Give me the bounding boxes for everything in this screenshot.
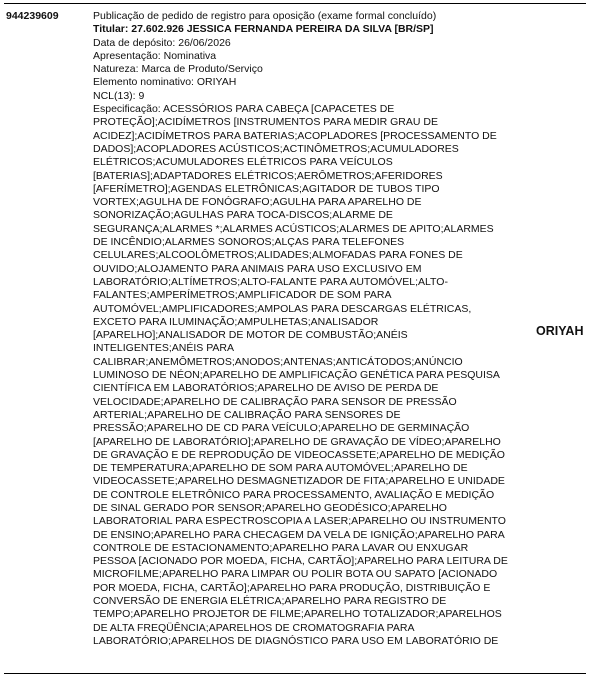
specification-line: [APARELHO DE LABORATÓRIO];APARELHO DE GRAVAÇÃO DE VÍDEO;APARELHO: [93, 435, 501, 448]
specification-line: CELULARES;ALCOOLÔMETROS;ALIDADES;ALMOFADAS PARA FONES DE: [93, 249, 463, 262]
deposit-date: Data de depósito: 26/06/2026: [93, 36, 231, 49]
specification-line: PRESSÃO;APARELHO DE CD PARA VEÍCULO;APARELHO DE GERMINAÇÃO: [93, 422, 470, 435]
specification-line: DE GRAVAÇÃO E DE REPRODUÇÃO DE VIDEOCASSETE;APARELHO DE MEDIÇÃO: [93, 448, 505, 461]
specification-line: DE INCÊNDIO;ALARMES SONOROS;ALÇAS PARA TELEFONES: [93, 236, 405, 249]
specification-line: LABORATÓRIO;ALTÍMETROS;ALTO-FALANTE PARA AUTOMÓVEL;ALTO-: [93, 275, 448, 288]
nature: Natureza: Marca de Produto/Serviço: [93, 63, 263, 76]
specification-line: VORTEX;AGULHA DE FONÓGRAFO;AGULHA PARA APARELHO DE: [93, 196, 422, 209]
specification-line: VIDEOCASSETE;APARELHO DESMAGNETIZADOR DE FITA;APARELHO E UNIDADE: [93, 475, 505, 488]
specification-line: TEMPO;APARELHO PROJETOR DE FILME;APARELHO TOTALIZADOR;APARELHOS: [93, 608, 502, 621]
specification-line: AUTOMÓVEL;AMPLIFICADORES;AMPOLAS PARA DESCARGAS ELÉTRICAS,: [93, 302, 472, 315]
specification-line: DE ENSINO;APARELHO PARA CHECAGEM DA VELA DE IGNIÇÃO;APARELHO PARA: [93, 528, 505, 541]
specification-line: CALIBRAR;ANEMÔMETROS;ANODOS;ANTENAS;ANTICÁTODOS;ANÚNCIO: [93, 355, 463, 368]
specification-line: CIENTÍFICA EM LABORATÓRIOS;APARELHO DE AVISO DE PERDA DE: [93, 382, 439, 395]
process-number: 944239609: [6, 10, 59, 22]
mark-name: ORIYAH: [536, 324, 584, 338]
presentation: Apresentação: Nominativa: [93, 49, 217, 62]
specification-line: ARTERIAL;APARELHO DE CALIBRAÇÃO PARA SENSORES DE: [93, 408, 401, 421]
specification-line: SONORIZAÇÃO;AGULHAS PARA TOCA-DISCOS;ALARME DE: [93, 209, 393, 222]
publication-type: Publicação de pedido de registro para oposição (exame formal concluído): [93, 10, 437, 22]
specification-line: DE CONTROLE ELETRÔNICO PARA PROCESSAMENTO, AVALIAÇÃO E MEDIÇÃO: [93, 488, 495, 501]
specification-line: ELÉTRICOS;ACUMULADORES ELÉTRICOS PARA VEÍCULOS: [93, 156, 393, 169]
specification-line: [BATERIAS];ADAPTADORES ELÉTRICOS;AERÔMETROS;AFERIDORES: [93, 169, 443, 182]
specification-line: LABORATORIAL PARA ESPECTROSCOPIA A LASER;APARELHO OU INSTRUMENTO: [93, 515, 506, 528]
specification-line: CONTROLE DE ESTACIONAMENTO;APARELHO PARA LAVAR OU ENXUGAR: [93, 541, 469, 554]
specification-line: DADOS];ACOPLADORES ACÚSTICOS;ACTINÔMETROS;ACUMULADORES: [93, 142, 459, 155]
specification-line: PESSOA [ACIONADO POR MOEDA, FICHA, CARTÃO];APARELHO PARA LEITURA DE: [93, 555, 508, 568]
specification: [93, 103, 508, 648]
specification-line: [AFERÍMETRO];AGENDAS ELETRÔNICAS;AGITADOR DE TUBOS TIPO: [93, 182, 440, 195]
specification-line: DE TEMPERATURA;APARELHO DE SOM PARA AUTOMÓVEL;APARELHO DE: [93, 462, 468, 475]
specification-line: EXCETO PARA ILUMINAÇÃO;AMPULHETAS;ANALISADOR: [93, 315, 379, 328]
specification-line: POR MOEDA, FICHA, CARTÃO];APARELHO PARA PRODUÇÃO, DISTRIBUIÇÃO E: [93, 581, 491, 594]
publication-body: [93, 10, 508, 648]
specification-line: INTELIGENTES;ANÉIS PARA: [93, 342, 235, 355]
specification-line: ACIDEZ];ACIDÍMETROS PARA BATERIAS;ACOPLADORES [PROCESSAMENTO DE: [93, 129, 497, 142]
specification-line: PROTEÇÃO];ACIDÍMETROS [INSTRUMENTOS PARA MEDIR GRAU DE: [93, 116, 438, 129]
top-rule: [4, 3, 586, 4]
specification-line: [APARELHO];ANALISADOR DE MOTOR DE COMBUSTÃO;ANÉIS: [93, 329, 408, 342]
bottom-rule: [4, 673, 586, 674]
specification-line: CONVERSÃO DE ENERGIA ELÉTRICA;APARELHO PARA REGISTRO DE: [93, 595, 447, 608]
specification-line: VELOCIDADE;APARELHO DE CALIBRAÇÃO PARA SENSOR DE PRESSÃO: [93, 395, 457, 408]
titular: Titular: 27.602.926 JESSICA FERNANDA PEREIRA DA SILVA [BR/SP]: [93, 23, 434, 36]
nominative-element: Elemento nominativo: ORIYAH: [93, 76, 237, 89]
specification-line: DE SINAL GERADO POR SENSOR;APARELHO GEODÉSICO;APARELHO: [93, 501, 447, 514]
specification-line: FALANTES;AMPERÍMETROS;AMPLIFICADOR DE SOM PARA: [93, 289, 392, 302]
specification-line: SEGURANÇA;ALARMES *;ALARMES ACÚSTICOS;ALARMES DE APITO;ALARMES: [93, 222, 494, 235]
specification-line: Especificação: ACESSÓRIOS PARA CABEÇA [CAPACETES DE: [93, 103, 395, 116]
specification-line: MICROFILME;APARELHO PARA LIMPAR OU POLIR BOTA OU SAPATO [ACIONADO: [93, 568, 498, 581]
specification-line: OUVIDO;ALOJAMENTO PARA ANIMAIS PARA USO EXCLUSIVO EM: [93, 262, 422, 275]
specification-line: LABORATÓRIO;APARELHOS DE DIAGNÓSTICO PARA USO EM LABORATÓRIO DE: [93, 634, 499, 647]
specification-line: LUMINOSO DE NÉON;APARELHO DE AMPLIFICAÇÃO GENÉTICA PARA PESQUISA: [93, 369, 500, 382]
specification-line: DE ALTA FREQÜÊNCIA;APARELHOS DE CROMATOGRAFIA PARA: [93, 621, 415, 634]
ncl-class: NCL(13): 9: [93, 89, 145, 102]
